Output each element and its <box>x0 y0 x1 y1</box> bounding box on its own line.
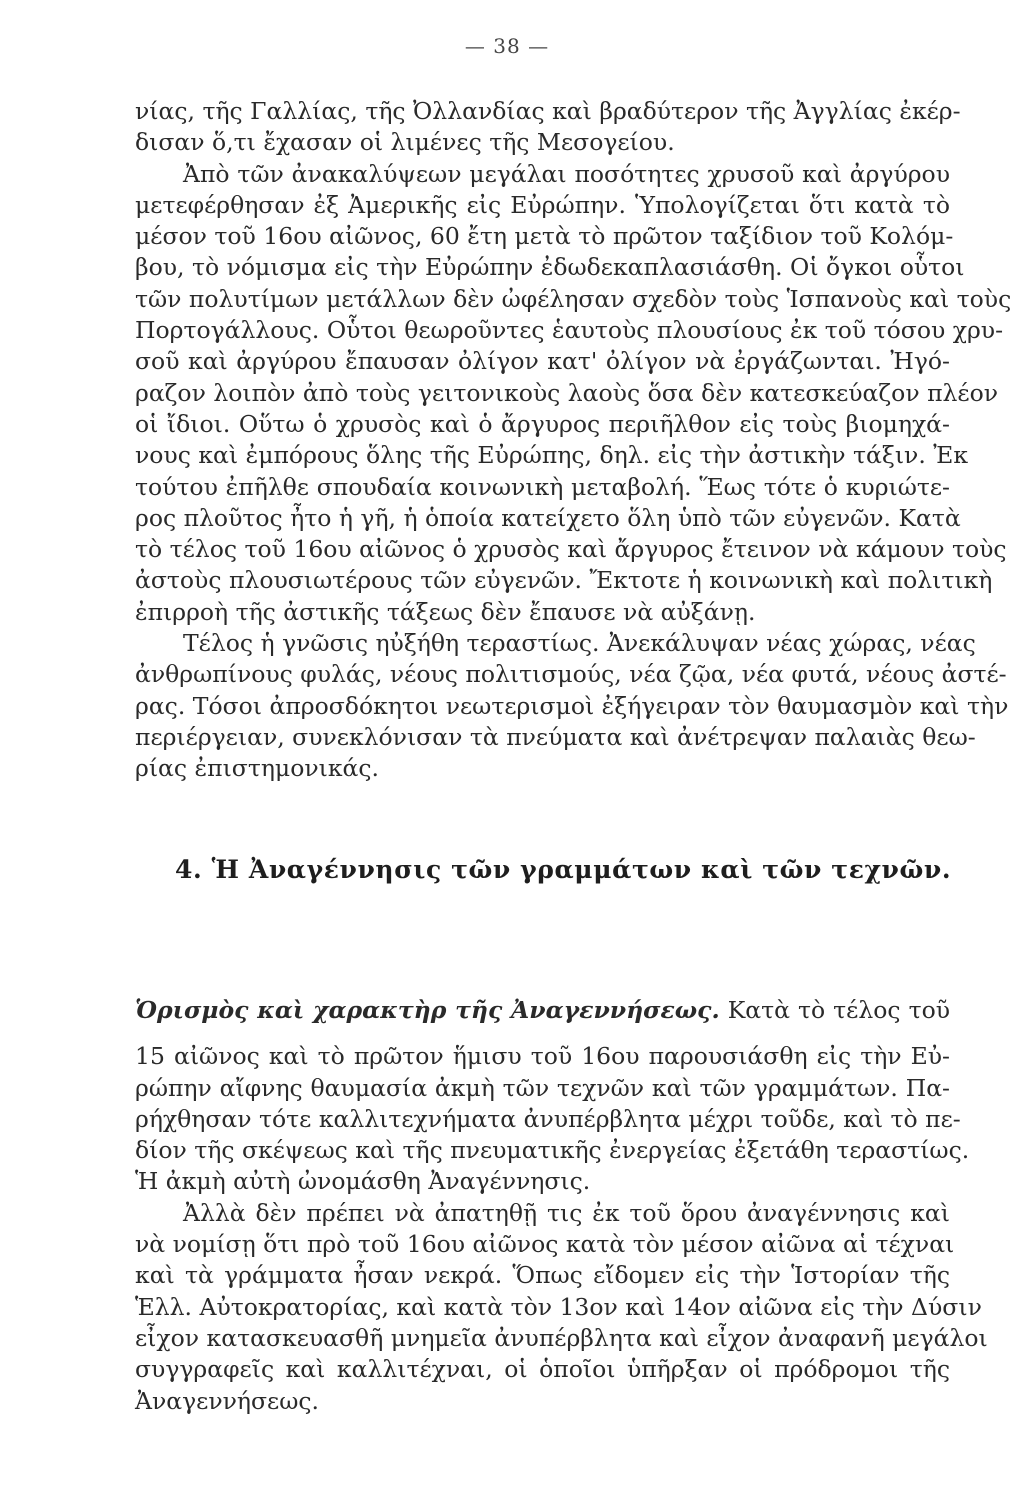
text-line: ἀνθρωπίνους φυλάς, νέους πολιτισμούς, νέα ζῷα, νέα φυτά, νέους ἀστέ- <box>135 660 1007 689</box>
page-number: — 38 — <box>464 34 550 58</box>
text-line: Ἑλλ. Αὐτοκρατορίας, καὶ κατὰ τὸν 13ον καὶ 14ον αἰῶνα εἰς τὴν Δύσιν <box>135 1292 982 1321</box>
text-line: νους καὶ ἐμπόρους ὅλης τῆς Εὐρώπης, δηλ. εἰς τὴν ἀστικὴν τάξιν. Ἐκ <box>135 441 969 470</box>
text-line: καὶ τὰ γράμματα ἦσαν νεκρά. Ὅπως εἴδομεν εἰς τὴν Ἱστορίαν τῆς <box>135 1261 950 1290</box>
subsection-title: Ὁρισμὸς καὶ χαρακτὴρ τῆς Ἀναγεννήσεως. <box>135 996 720 1024</box>
text-line: νὰ νομίσῃ ὅτι πρὸ τοῦ 16ου αἰῶνος κατὰ τὸν μέσον αἰῶνα αἱ τέχναι <box>135 1230 955 1259</box>
text-line: ραζον λοιπὸν ἀπὸ τοὺς γειτονικοὺς λαοὺς ὅσα δὲν κατεσκεύαζον πλέον <box>135 378 999 407</box>
text-line: Ἀναγεννήσεως. <box>135 1386 320 1415</box>
text-line: Τέλος ἡ γνῶσις ηὐξήθη τεραστίως. Ἀνεκάλυψαν νέας χώρας, νέας <box>183 629 976 658</box>
text-line: ρίας ἐπιστημονικάς. <box>135 754 380 783</box>
text-line: ρας. Τόσοι ἀπροσδόκητοι νεωτερισμοὶ ἐξήγειραν τὸν θαυμασμὸν καὶ τὴν <box>135 691 1009 720</box>
text-line: ρος πλοῦτος ἦτο ἡ γῆ, ἡ ὁποία κατείχετο ὅλη ὑπὸ τῶν εὐγενῶν. Κατὰ <box>135 503 961 532</box>
text-line: περιέργειαν, συνεκλόνισαν τὰ πνεύματα καὶ ἀνέτρεψαν παλαιὰς θεω- <box>135 722 976 751</box>
body-text-top <box>135 96 1012 785</box>
text-line: 15 αἰῶνος καὶ τὸ πρῶτον ἥμισυ τοῦ 16ου παρουσιάσθη εἰς τὴν Εὐ- <box>135 1042 950 1071</box>
text-line: οἱ ἴδιοι. Οὕτω ὁ χρυσὸς καὶ ὁ ἄργυρος περιῆλθον εἰς τοὺς βιομηχά- <box>135 409 950 438</box>
text-line: ἐπιρροὴ τῆς ἀστικῆς τάξεως δὲν ἔπαυσε νὰ αὐξάνῃ. <box>135 597 756 626</box>
text-line: Ἡ ἀκμὴ αὐτὴ ὠνομάσθη Ἀναγέννησις. <box>135 1167 591 1196</box>
body-text-bottom <box>135 996 988 1417</box>
text-line: δισαν ὅ,τι ἔχασαν οἱ λιμένες τῆς Μεσογείου. <box>135 128 675 157</box>
text-line: Ἀλλὰ δὲν πρέπει νὰ ἀπατηθῇ τις ἐκ τοῦ ὅρου ἀναγέννησις καὶ <box>183 1198 950 1227</box>
text-line: Πορτογάλλους. Οὗτοι θεωροῦντες ἑαυτοὺς πλουσίους ἐκ τοῦ τόσου χρυ- <box>135 316 1004 345</box>
text-line: εἶχον κατασκευασθῆ μνημεῖα ἀνυπέρβλητα καὶ εἶχον ἀναφανῆ μεγάλοι <box>135 1323 988 1352</box>
text-line: Ἀπὸ τῶν ἀνακαλύψεων μεγάλαι ποσότητες χρυσοῦ καὶ ἀργύρου <box>183 159 950 188</box>
text-line: τούτου ἐπῆλθε σπουδαία κοινωνικὴ μεταβολή. Ἕως τότε ὁ κυριώτε- <box>135 472 950 501</box>
text-line: τῶν πολυτίμων μετάλλων δὲν ὠφέλησαν σχεδὸν τοὺς Ἱσπανοὺς καὶ τοὺς <box>135 284 1012 313</box>
text-line: ἀστοὺς πλουσιωτέρους τῶν εὐγενῶν. Ἔκτοτε ἡ κοινωνικὴ καὶ πολιτικὴ <box>135 566 993 595</box>
text-line: μέσον τοῦ 16ου αἰῶνος, 60 ἔτη μετὰ τὸ πρῶτον ταξίδιον τοῦ Κολόμ- <box>135 222 954 251</box>
text-line: μετεφέρθησαν ἐξ Ἀμερικῆς εἰς Εὐρώπην. Ὑπολογίζεται ὅτι κατὰ τὸ <box>135 190 950 219</box>
text-line: ρώπην αἴφνης θαυμασία ἀκμὴ τῶν τεχνῶν καὶ τῶν γραμμάτων. Πα- <box>135 1073 950 1102</box>
text-line: τὸ τέλος τοῦ 16ου αἰῶνος ὁ χρυσὸς καὶ ἄργυρος ἔτεινον νὰ κάμουν τοὺς <box>135 535 1007 564</box>
subsection-text: Κατὰ τὸ τέλος τοῦ <box>719 996 951 1024</box>
section-heading: 4. Ἡ Ἀναγέννησις τῶν γραμμάτων καὶ τῶν τεχνῶν. <box>175 855 952 884</box>
text-line-with-subtitle <box>135 995 950 1026</box>
text-line: συγγραφεῖς καὶ καλλιτέχναι, οἱ ὁποῖοι ὑπῆρξαν οἱ πρόδρομοι τῆς <box>135 1355 950 1384</box>
text-line: νίας, τῆς Γαλλίας, τῆς Ὀλλανδίας καὶ βραδύτερον τῆς Ἀγγλίας ἐκέρ- <box>135 97 961 125</box>
text-line: ρήχθησαν τότε καλλιτεχνήματα ἀνυπέρβλητα μέχρι τοῦδε, καὶ τὸ πε- <box>135 1104 961 1133</box>
text-line: σοῦ καὶ ἀργύρου ἔπαυσαν ὀλίγον κατ' ὀλίγον νὰ ἐργάζωνται. Ἠγό- <box>135 347 950 376</box>
text-line: δίον τῆς σκέψεως καὶ τῆς πνευματικῆς ἐνεργείας ἐξετάθη τεραστίως. <box>135 1136 970 1165</box>
text-line: βου, τὸ νόμισμα εἰς τὴν Εὐρώπην ἐδωδεκαπλασιάσθη. Οἱ ὄγκοι οὗτοι <box>135 253 965 282</box>
